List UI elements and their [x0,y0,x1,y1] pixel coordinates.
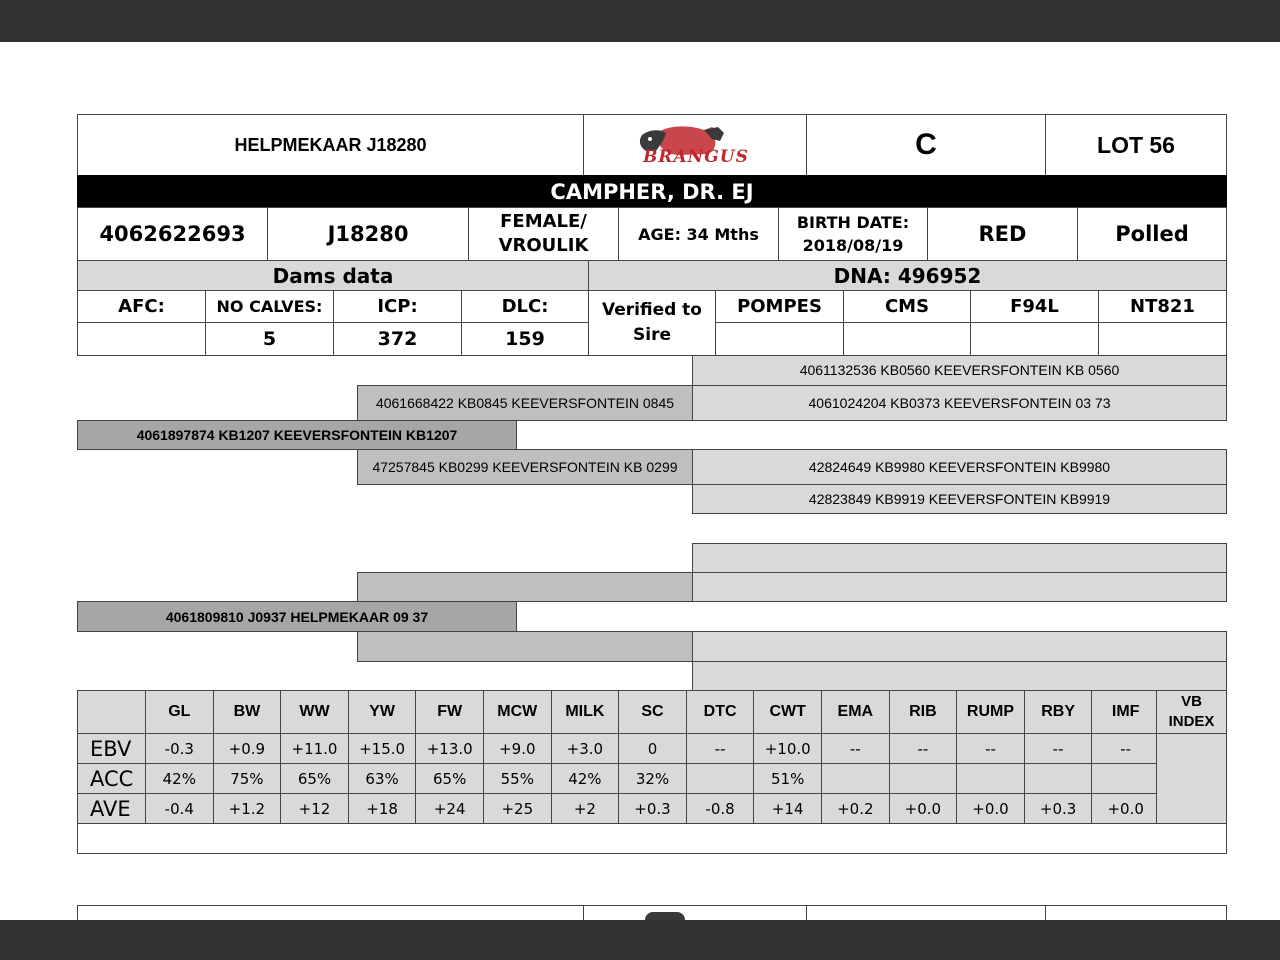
ebv-cell-ebv-imf: -- [1091,733,1160,764]
verified-to-sire: Verified to Sire [588,290,716,356]
ebv-col-header-rump: RUMP [956,690,1025,734]
horn-status: Polled [1077,207,1227,261]
sex: FEMALE/ VROULIK [468,207,619,261]
ebv-cell-ebv-milk: +3.0 [551,733,620,764]
viewer-top-bar [0,0,1280,42]
ebv-cell-acc-dtc [686,763,755,794]
ebv-col-header-sc: SC [618,690,687,734]
ebv-cell-acc-cwt: 51% [753,763,822,794]
dams-value-calves: 5 [205,322,334,356]
ebv-cell-acc-mcw: 55% [483,763,552,794]
dams-header-dlc: DLC: [461,290,589,323]
ped-sire: 4061897874 KB1207 KEEVERSFONTEIN KB1207 [77,420,517,450]
dna-value-pompes [715,322,844,356]
ebv-cell-ave-ema: +0.2 [821,793,890,824]
ebv-cell-ebv-yw: +15.0 [348,733,417,764]
ped-dam-dam [357,631,693,662]
ebv-col-header-gl: GL [145,690,214,734]
dams-value-dlc: 159 [461,322,589,356]
ebv-footer-row [77,823,1227,854]
ebv-cell-acc-rump [956,763,1025,794]
dams-header-icp: ICP: [333,290,462,323]
ebv-cell-ebv-rib: -- [889,733,958,764]
dna-header-cms: CMS [843,290,971,323]
dams-value-icp: 372 [333,322,462,356]
ebv-cell-ebv-rump: -- [956,733,1025,764]
ebv-cell-ave-ww: +12 [280,793,349,824]
birth-date: 2018/08/19 [802,236,904,255]
ebv-cell-ave-milk: +2 [551,793,620,824]
ebv-col-header-imf: IMF [1091,690,1160,734]
ebv-row-label-ebv: EBV [77,733,146,764]
dna-value-cms [843,322,971,356]
ebv-cell-acc-gl: 42% [145,763,214,794]
ebv-cell-ebv-ema: -- [821,733,890,764]
ebv-cell-ave-rby: +0.3 [1024,793,1093,824]
ebv-cell-ave-rump: +0.0 [956,793,1025,824]
ebv-row-label-acc: ACC [77,763,146,794]
animal-name: HELPMEKAAR J18280 [77,114,584,176]
ebv-col-header-ww: WW [280,690,349,734]
ebv-cell-ave-mcw: +25 [483,793,552,824]
ped-sire-sire-dam: 4061024204 KB0373 KEEVERSFONTEIN 03 73 [692,385,1227,421]
ebv-cell-ebv-dtc: -- [686,733,755,764]
ebv-col-header-fw: FW [415,690,484,734]
ebv-cell-acc-sc: 32% [618,763,687,794]
ebv-col-header-rib: RIB [889,690,958,734]
ebv-col-header-cwt: CWT [753,690,822,734]
ebv-cell-ebv-gl: -0.3 [145,733,214,764]
ped-sire-sire: 4061668422 KB0845 KEEVERSFONTEIN 0845 [357,385,693,421]
ebv-cell-ebv-sc: 0 [618,733,687,764]
ebv-cell-ave-rib: +0.0 [889,793,958,824]
age: AGE: 34 Mths [618,207,779,261]
ped-sire-sire-sire: 4061132536 KB0560 KEEVERSFONTEIN KB 0560 [692,355,1227,386]
ebv-cell-acc-rib [889,763,958,794]
dna-value-f94l [970,322,1099,356]
vb-index-value [1156,733,1227,824]
ebv-col-header-yw: YW [348,690,417,734]
ebv-col-header-ema: EMA [821,690,890,734]
ped-dam-sire-dam [692,572,1227,602]
brangus-logo [583,115,806,175]
ebv-cell-acc-ema [821,763,890,794]
ebv-cell-ebv-mcw: +9.0 [483,733,552,764]
ebv-cell-ave-cwt: +14 [753,793,822,824]
tag-number: J18280 [267,207,469,261]
dna-header-nt821: NT821 [1098,290,1227,323]
dams-header-calves: NO CALVES: [205,290,334,323]
ped-dam-sire [357,572,693,602]
viewer-bottom-bar [0,920,1280,960]
ebv-col-header-bw: BW [213,690,282,734]
ebv-cell-acc-imf [1091,763,1160,794]
ped-dam: 4061809810 J0937 HELPMEKAAR 09 37 [77,601,517,632]
ped-sire-dam: 47257845 KB0299 KEEVERSFONTEIN KB 0299 [357,449,693,485]
ebv-cell-ebv-bw: +0.9 [213,733,282,764]
dna-value-nt821 [1098,322,1227,356]
dna-header-pompes: POMPES [715,290,844,323]
ped-sire-dam-sire: 42824649 KB9980 KEEVERSFONTEIN KB9980 [692,449,1227,485]
ebv-cell-ave-yw: +18 [348,793,417,824]
ebv-cell-acc-yw: 63% [348,763,417,794]
ebv-cell-ebv-fw: +13.0 [415,733,484,764]
grade: C [806,114,1046,176]
ebv-cell-ebv-ww: +11.0 [280,733,349,764]
ped-dam-dam-dam [692,661,1227,691]
lot-number: LOT 56 [1045,114,1227,176]
ebv-cell-ebv-rby: -- [1024,733,1093,764]
ebv-cell-ebv-cwt: +10.0 [753,733,822,764]
ped-dam-sire-sire [692,543,1227,573]
birth-date-cell [778,207,928,261]
vb-index-header: VB INDEX [1156,690,1227,734]
ebv-cell-acc-milk: 42% [551,763,620,794]
ebv-cell-ave-bw: +1.2 [213,793,282,824]
ebv-corner-cell [77,690,146,734]
ped-dam-dam-sire [692,631,1227,662]
ebv-col-header-rby: RBY [1024,690,1093,734]
ebv-col-header-dtc: DTC [686,690,755,734]
ebv-cell-ave-gl: -0.4 [145,793,214,824]
ebv-cell-ave-sc: +0.3 [618,793,687,824]
ebv-cell-acc-bw: 75% [213,763,282,794]
ebv-cell-acc-fw: 65% [415,763,484,794]
ebv-cell-acc-ww: 65% [280,763,349,794]
ped-sire-dam-dam: 42823849 KB9919 KEEVERSFONTEIN KB9919 [692,484,1227,514]
breeder-name: CAMPHER, DR. EJ [77,175,1227,208]
dams-value-afc [77,322,206,356]
ebv-col-header-milk: MILK [551,690,620,734]
color: RED [927,207,1078,261]
id-number: 4062622693 [77,207,268,261]
dams-header-afc: AFC: [77,290,206,323]
ebv-cell-ave-imf: +0.0 [1091,793,1160,824]
ebv-col-header-mcw: MCW [483,690,552,734]
dna-header-f94l: F94L [970,290,1099,323]
dams-data-title: Dams data [77,260,589,291]
dna-title: DNA: 496952 [588,260,1227,291]
ebv-cell-ave-dtc: -0.8 [686,793,755,824]
birth-date-label: BIRTH DATE: [796,213,910,232]
logo-text: BRANGUS [643,147,749,167]
ebv-row-label-ave: AVE [77,793,146,824]
ebv-cell-acc-rby [1024,763,1093,794]
ebv-cell-ave-fw: +24 [415,793,484,824]
